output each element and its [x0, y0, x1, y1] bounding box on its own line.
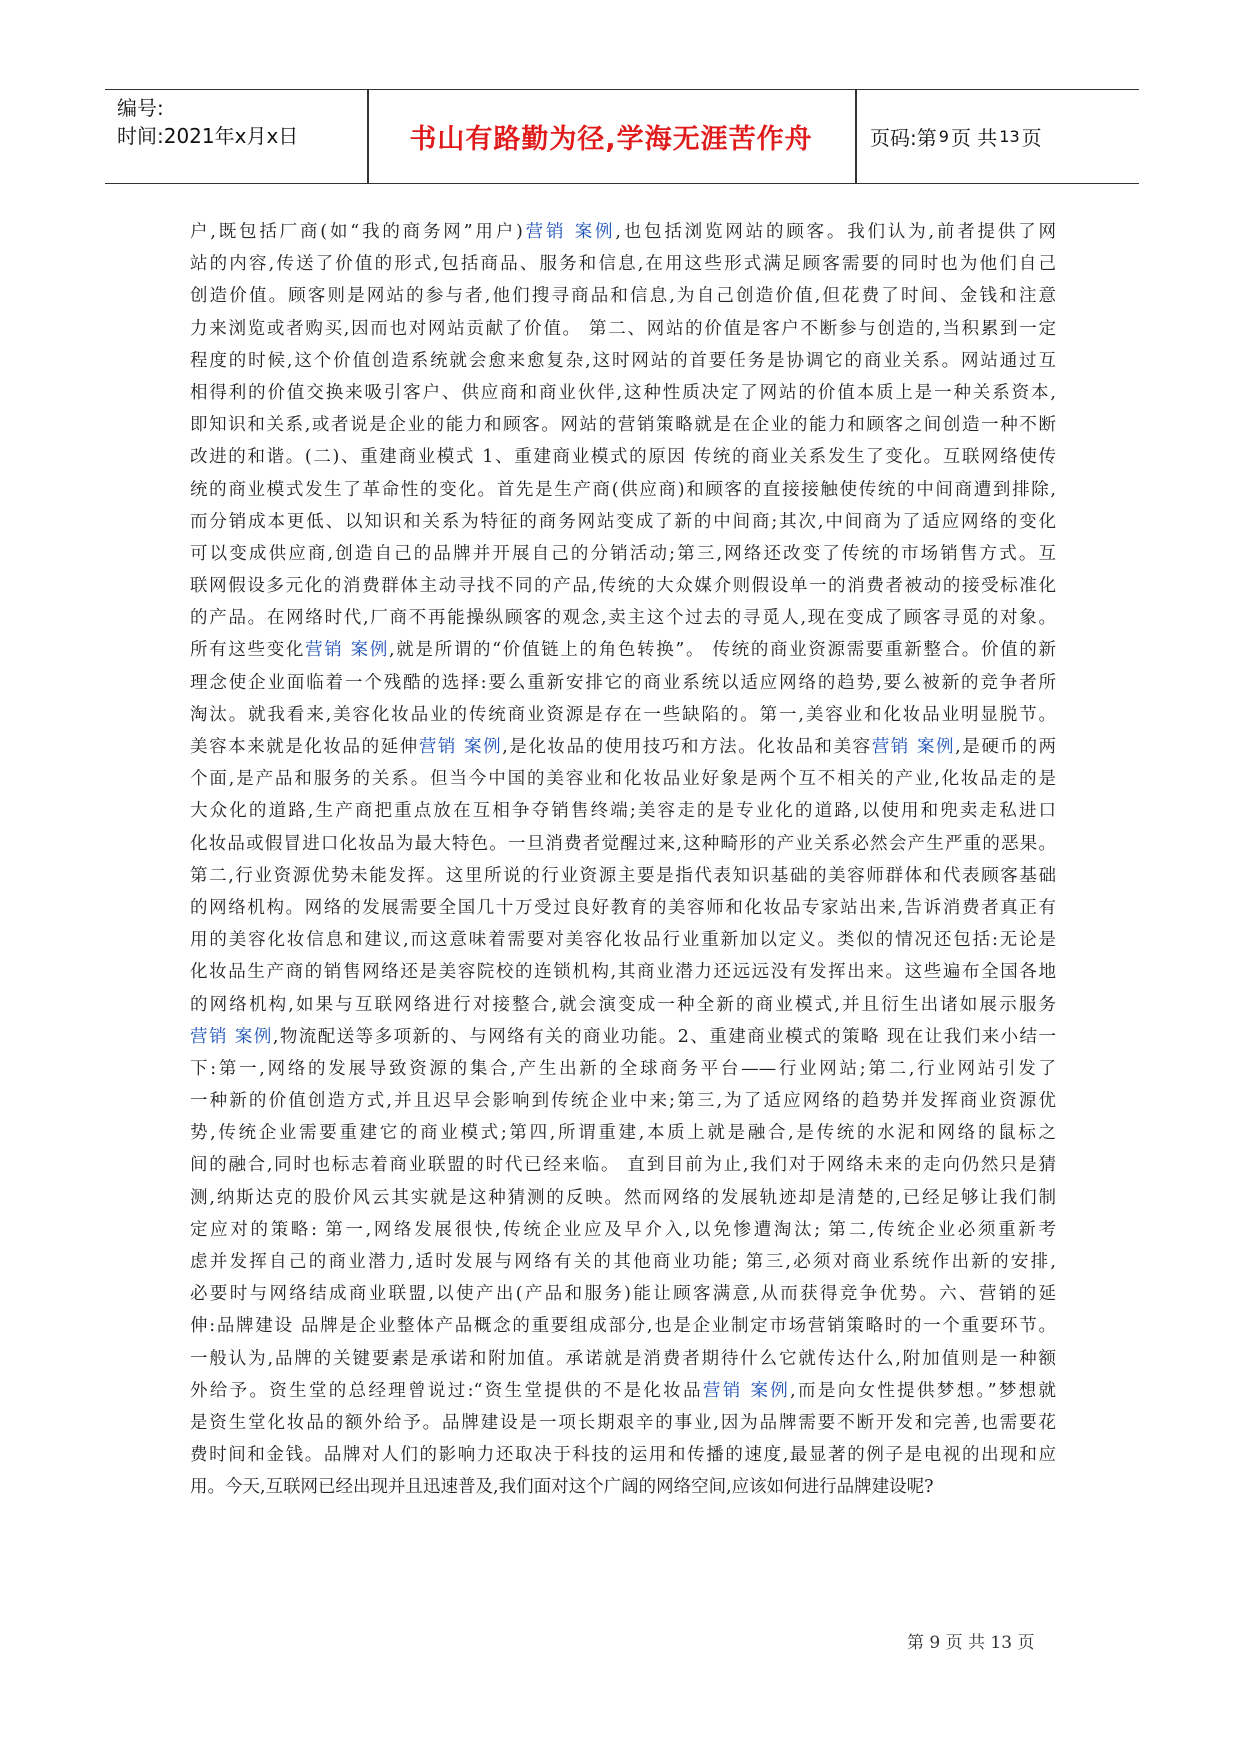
text-segment: ,就是所谓的“价值链上的角色转换”。 传统的商业资源需要重新整合。价值的新 — [389, 640, 1056, 661]
header-page-info — [870, 90, 1042, 183]
page-header — [105, 89, 1139, 184]
text-segment: ,而是向女性提供梦想。”梦想就 — [790, 1380, 1056, 1401]
marketing-case-link[interactable]: 营销 案例 — [190, 1026, 273, 1047]
text-segment: 化妆品生产商的销售网络还是美容院校的连锁机构,其商业潜力还远远没有发挥出来。这些遍布全国各地 — [190, 962, 1056, 983]
text-line — [190, 828, 1056, 860]
marketing-case-link[interactable]: 营销 案例 — [418, 737, 503, 757]
text-line — [190, 1278, 1056, 1310]
text-segment: 程度的时候,这个价值创造系统就会愈来愈复杂,这时网站的首要任务是协调它的商业关系。网站通过互 — [190, 350, 1056, 371]
text-segment: 化妆品或假冒进口化妆品为最大特色。一旦消费者觉醒过来,这种畸形的产业关系必然会产生严重的恶果。 — [190, 833, 1056, 854]
text-line — [190, 1117, 1056, 1149]
text-segment: ,是化妆品的使用技巧和方法。化妆品和美容 — [502, 737, 872, 757]
text-segment: 所有这些变化 — [190, 640, 306, 661]
text-segment: 必要时与网络结成商业联盟,以使产出(产品和服务)能让顾客满意,从而获得竞争优势。六、营销的延 — [190, 1284, 1056, 1305]
text-line — [190, 248, 1056, 280]
text-segment: 相得利的价值交换来吸引客户、供应商和商业伙伴,这种性质决定了网站的价值本质上是一种关系资本, — [190, 382, 1056, 403]
text-line — [190, 892, 1056, 924]
text-segment: 力来浏览或者购买,因而也对网站贡献了价值。 第二、网站的价值是客户不断参与创造的,当积累到一定 — [190, 318, 1056, 339]
text-segment: 测,纳斯达克的股价风云其实就是这种猜测的反映。然而网络的发展轨迹却是清楚的,已经足够让我们制 — [190, 1187, 1056, 1208]
text-line — [190, 1439, 1056, 1471]
text-segment: 创造价值。顾客则是网站的参与者,他们搜寻商品和信息,为自己创造价值,但花费了时间、金钱和注意 — [190, 286, 1056, 307]
marketing-case-link[interactable]: 营销 案例 — [871, 737, 956, 757]
text-segment: 伸:品牌建设 品牌是企业整体产品概念的重要组成部分,也是企业制定市场营销策略时的一个重要环节。 — [190, 1316, 1056, 1337]
text-segment: 即知识和关系,或者说是企业的能力和顾客。网站的营销策略就是在企业的能力和顾客之间创造一种不断 — [190, 415, 1056, 436]
text-line — [190, 409, 1056, 441]
page-total: 13 — [999, 127, 1020, 146]
text-segment: 用。今天,互联网已经出现并且迅速普及,我们面对这个广阔的网络空间,应该如何进行品牌建设呢? — [190, 1477, 934, 1498]
text-line — [190, 345, 1056, 377]
marketing-case-link[interactable]: 营销 案例 — [305, 640, 390, 661]
text-segment: 淘汰。就我看来,美容化妆品业的传统商业资源是存在一些缺陷的。第一,美容业和化妆品业明显脱节。 — [190, 704, 1056, 725]
text-line — [190, 474, 1056, 506]
text-segment: 改进的和谐。(二)、重建商业模式 1、重建商业模式的原因 传统的商业关系发生了变化。互联网络使传 — [190, 447, 1056, 468]
text-segment: ,物流配送等多项新的、与网络有关的商业功能。2、重建商业模式的策略 现在让我们来小结一 — [272, 1026, 1056, 1047]
text-line — [190, 602, 1056, 634]
text-line — [190, 1310, 1056, 1342]
text-segment: 美容本来就是化妆品的延伸 — [190, 737, 419, 757]
text-line — [190, 570, 1056, 602]
text-line — [190, 506, 1056, 538]
text-segment: 的网络机构。网络的发展需要全国几十万受过良好教育的美容师和化妆品专家站出来,告诉消费者真正有 — [190, 897, 1056, 918]
text-segment: 联网假设多元化的消费群体主动寻找不同的产品,传统的大众媒介则假设单一的消费者被动的接受标准化 — [190, 576, 1056, 597]
text-segment: 而分销成本更低、以知识和关系为特征的商务网站变成了新的中间商;其次,中间商为了适应网络的变化 — [190, 511, 1056, 532]
text-line — [190, 795, 1056, 827]
text-line — [190, 1343, 1056, 1375]
text-line — [190, 1246, 1056, 1278]
text-segment: 一种新的价值创造方式,并且迟早会影响到传统企业中来;第三,为了适应网络的趋势并发挥商业资源优 — [190, 1091, 1056, 1112]
text-segment: 可以变成供应商,创造自己的品牌并开展自己的分销活动;第三,网络还改变了传统的市场销售方式。互 — [190, 543, 1056, 564]
page-prefix: 页码:第 — [870, 126, 937, 150]
text-segment: 户,既包括厂商(如“我的商务网”用户) — [190, 222, 523, 242]
text-segment: ,也包括浏览网站的顾客。我们认为,前者提供了网 — [615, 222, 1056, 242]
page-footer: 第 9 页 共 13 页 — [907, 1633, 1035, 1653]
text-segment: 第二,行业资源优势未能发挥。这里所说的行业资源主要是指代表知识基础的美容师群体和代表顾客基础 — [190, 865, 1056, 886]
text-segment: 是资生堂化妆品的额外给予。品牌建设是一项长期艰辛的事业,因为品牌需要不断开发和完善,也需要花 — [190, 1412, 1056, 1433]
number-label: 编号: — [117, 96, 164, 120]
text-line — [190, 634, 1056, 666]
marketing-case-link[interactable]: 营销 案例 — [702, 1380, 791, 1401]
text-line — [190, 1471, 1056, 1503]
document-body — [190, 216, 1056, 1504]
text-segment: 下:第一,网络的发展导致资源的集合,产生出新的全球商务平台——行业网站;第二,行业网站引发了 — [190, 1058, 1056, 1079]
text-line — [190, 1053, 1056, 1085]
page-middle: 页 共 — [950, 126, 998, 150]
text-segment: 费时间和金钱。品牌对人们的影响力还取决于科技的运用和传播的速度,最显著的例子是电视的出现和应 — [190, 1445, 1056, 1466]
text-line — [190, 731, 1056, 763]
text-line — [190, 1407, 1056, 1439]
header-divider-right — [855, 90, 857, 183]
page-current: 9 — [938, 127, 949, 146]
text-line — [190, 1182, 1056, 1214]
text-line — [190, 1085, 1056, 1117]
text-segment: 势,传统企业需要重建它的商业模式;第四,所谓重建,本质上就是融合,是传统的水泥和网络的鼠标之 — [190, 1123, 1056, 1144]
text-line — [190, 313, 1056, 345]
text-line — [190, 538, 1056, 570]
text-line — [190, 441, 1056, 473]
text-line — [190, 1021, 1056, 1053]
text-line — [190, 956, 1056, 988]
header-motto: 书山有路勤为径,学海无涯苦作舟 — [409, 124, 813, 155]
page-suffix: 页 — [1021, 126, 1042, 150]
text-segment: 的产品。在网络时代,厂商不再能操纵顾客的观念,卖主这个过去的寻觅人,现在变成了顾客寻觅的对象。 — [190, 608, 1056, 629]
text-line — [190, 763, 1056, 795]
text-line — [190, 1149, 1056, 1181]
text-line — [190, 989, 1056, 1021]
text-line — [190, 280, 1056, 312]
text-segment: 用的美容化妆信息和建议,而这意味着需要对美容化妆品行业重新加以定义。类似的情况还包括:无论是 — [190, 930, 1056, 951]
text-line — [190, 924, 1056, 956]
text-segment: 统的商业模式发生了革命性的变化。首先是生产商(供应商)和顾客的直接接触使传统的中间商遭到排除, — [190, 479, 1056, 500]
text-segment: 虑并发挥自己的商业潜力,适时发展与网络有关的其他商业功能; 第三,必须对商业系统作出新的安排, — [190, 1252, 1056, 1272]
text-line — [190, 1375, 1056, 1407]
text-segment: 大众化的道路,生产商把重点放在互相争夺销售终端;美容走的是专业化的道路,以使用和兜卖走私进口 — [190, 801, 1056, 822]
text-line — [190, 699, 1056, 731]
header-info — [117, 94, 298, 150]
marketing-case-link[interactable]: 营销 案例 — [522, 222, 616, 242]
text-segment: 理念使企业面临着一个残酷的选择:要么重新安排它的商业系统以适应网络的趋势,要么被新的竞争者所 — [190, 672, 1056, 693]
text-line — [190, 377, 1056, 409]
text-segment: 的网络机构,如果与互联网络进行对接整合,就会演变成一种全新的商业模式,并且衍生出诸如展示服务 — [190, 994, 1056, 1015]
text-line — [190, 667, 1056, 699]
text-segment: 个面,是产品和服务的关系。但当今中国的美容业和化妆品业好象是两个互不相关的产业,化妆品走的是 — [190, 769, 1056, 790]
text-segment: 间的融合,同时也标志着商业联盟的时代已经来临。 直到目前为止,我们对于网络未来的走向仍然只是猜 — [190, 1155, 1056, 1176]
text-line — [190, 216, 1056, 248]
text-segment: 站的内容,传送了价值的形式,包括商品、服务和信息,在用这些形式满足顾客需要的同时也为他们自己 — [190, 254, 1056, 275]
text-segment: 定应对的策略: 第一,网络发展很快,传统企业应及早介入,以免惨遭淘汰; 第二,传统企业必须重新考 — [190, 1219, 1056, 1240]
text-segment: 外给予。资生堂的总经理曾说过:“资生堂提供的不是化妆品 — [190, 1380, 703, 1401]
text-line — [190, 1214, 1056, 1246]
text-segment: ,是硬币的两 — [955, 737, 1056, 757]
text-segment: 一般认为,品牌的关键要素是承诺和附加值。承诺就是消费者期待什么它就传达什么,附加值则是一种额 — [190, 1348, 1056, 1369]
time-label: 时间:2021年x月x日 — [117, 124, 299, 148]
text-line — [190, 860, 1056, 892]
